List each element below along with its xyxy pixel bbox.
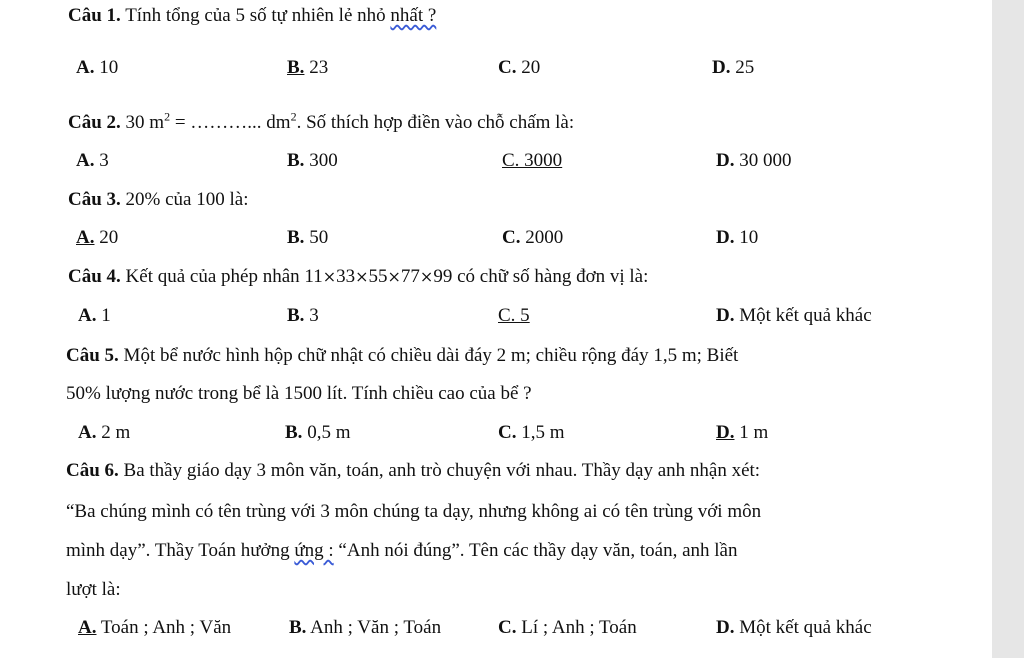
q2-option-b-letter: B. <box>287 150 305 171</box>
question-4-text-pre: Kết quả của phép nhân <box>120 266 305 287</box>
q3-option-b-letter: B. <box>287 227 305 248</box>
q3-option-b <box>287 227 328 249</box>
q3-option-a <box>76 227 118 249</box>
q5-option-b <box>285 422 350 444</box>
q4-option-d <box>716 305 872 327</box>
q6-option-a-text: Toán ; Anh ; Văn <box>96 617 232 638</box>
question-2-exponent-2: 2 <box>290 109 297 124</box>
question-5-line-2: 50% lượng nước trong bể là 1500 lít. Tính chiều cao của bể ? <box>66 383 532 404</box>
q1-option-a <box>76 57 118 79</box>
question-3 <box>68 189 248 211</box>
q6-option-d-letter: D. <box>716 617 735 638</box>
times-sign: × <box>387 267 401 286</box>
q5-option-a <box>78 422 130 444</box>
q6-option-d <box>716 617 872 639</box>
q5-option-b-text: 0,5 m <box>302 422 351 443</box>
q6-option-d-text: Một kết quả khác <box>734 617 872 638</box>
expr-factor: 99 <box>433 266 453 287</box>
expr-factor: 33 <box>336 266 356 287</box>
expr-factor: 11 <box>304 266 323 287</box>
q5-option-c-text: 1,5 m <box>516 422 565 443</box>
q1-option-c <box>498 57 540 79</box>
q1-option-a-letter: A. <box>76 57 95 78</box>
q3-option-c <box>502 227 563 249</box>
q3-option-a-letter: A. <box>76 227 95 248</box>
q1-option-b-text: 23 <box>304 57 329 78</box>
q6-option-c <box>498 617 637 639</box>
q1-option-d-text: 25 <box>730 57 755 78</box>
q4-option-a-letter: A. <box>78 305 97 326</box>
q5-option-a-text: 2 m <box>96 422 131 443</box>
scrollbar-gutter[interactable] <box>992 0 1024 658</box>
question-6-line-3 <box>66 540 737 562</box>
q1-option-b-letter: B. <box>287 57 305 78</box>
q1-option-d <box>712 57 754 79</box>
q5-option-d-text: 1 m <box>734 422 769 443</box>
q4-option-b-text: 3 <box>304 305 319 326</box>
q4-option-b-letter: B. <box>287 305 305 326</box>
q4-option-d-letter: D. <box>716 305 735 326</box>
q4-option-a <box>78 305 111 327</box>
question-2-exponent-1: 2 <box>164 109 171 124</box>
q3-option-d <box>716 227 758 249</box>
times-sign: × <box>419 267 434 286</box>
question-4-text-post: có chữ số hàng đơn vị là: <box>452 266 649 287</box>
question-2-text: . Số thích hợp điền vào chỗ chấm là: <box>296 112 575 133</box>
question-6-line-1: Ba thầy giáo dạy 3 môn văn, toán, anh trò chuyện với nhau. Thầy dạy anh nhận xét: <box>118 460 761 481</box>
expr-factor: 77 <box>400 266 420 287</box>
q6-option-b-letter: B. <box>289 617 307 638</box>
q4-option-a-text: 1 <box>96 305 111 326</box>
q5-option-d <box>716 422 768 444</box>
q2-option-d-text: 30 000 <box>734 150 792 171</box>
question-6-line-3-pre: mình dạy”. Thầy Toán hưởng <box>66 540 295 561</box>
question-4-expression <box>304 266 452 287</box>
q4-option-c: C. 5 <box>498 305 530 326</box>
q5-option-d-letter: D. <box>716 422 735 443</box>
q1-option-a-text: 10 <box>94 57 119 78</box>
question-3-label: Câu 3. <box>68 189 121 210</box>
q1-option-d-letter: D. <box>712 57 731 78</box>
question-2-blank: = ………... dm <box>170 112 291 133</box>
question-5 <box>66 345 738 367</box>
q2-option-c: C. 3000 <box>502 150 563 171</box>
question-1-label: Câu 1. <box>68 5 121 26</box>
q6-option-a <box>78 617 231 639</box>
q5-option-b-letter: B. <box>285 422 303 443</box>
q1-option-c-letter: C. <box>498 57 517 78</box>
question-6-line-2: “Ba chúng mình có tên trùng với 3 môn chúng ta dạy, nhưng không ai có tên trùng với môn <box>66 501 762 522</box>
q6-option-c-text: Lí ; Anh ; Toán <box>516 617 637 638</box>
question-6-label: Câu 6. <box>66 460 119 481</box>
question-4 <box>68 266 648 288</box>
q2-option-a-letter: A. <box>76 150 95 171</box>
q2-option-d-letter: D. <box>716 150 735 171</box>
q1-option-c-text: 20 <box>516 57 541 78</box>
q2-option-a-text: 3 <box>94 150 109 171</box>
q3-option-c-text: 2000 <box>520 227 564 248</box>
question-2-label: Câu 2. <box>68 112 121 133</box>
question-6-wavy-text: ứng : <box>294 540 334 561</box>
q6-option-b-text: Anh ; Văn ; Toán <box>306 617 442 638</box>
question-6-line-3-post: “Anh nói đúng”. Tên các thầy dạy văn, toán, anh lần <box>333 540 738 561</box>
q5-option-c <box>498 422 565 444</box>
q3-option-d-letter: D. <box>716 227 735 248</box>
question-4-label: Câu 4. <box>68 266 121 287</box>
q6-option-a-letter: A. <box>78 617 97 638</box>
question-6-line-4: lượt là: <box>66 579 121 600</box>
q5-option-a-letter: A. <box>78 422 97 443</box>
q2-option-b <box>287 150 338 172</box>
question-2-lhs: 30 m <box>120 112 165 133</box>
q3-option-a-text: 20 <box>94 227 119 248</box>
q2-option-b-text: 300 <box>304 150 338 171</box>
question-5-line-1: Một bể nước hình hộp chữ nhật có chiều dài đáy 2 m; chiều rộng đáy 1,5 m; Biết <box>118 345 739 366</box>
question-6 <box>66 460 760 482</box>
expr-factor: 55 <box>368 266 388 287</box>
question-5-label: Câu 5. <box>66 345 119 366</box>
question-1-wavy-text: nhất ? <box>390 5 437 26</box>
q3-option-b-text: 50 <box>304 227 329 248</box>
q6-option-b <box>289 617 441 639</box>
q6-option-c-letter: C. <box>498 617 517 638</box>
times-sign: × <box>322 267 337 286</box>
times-sign: × <box>355 267 369 286</box>
q1-option-b <box>287 57 328 79</box>
question-3-text: 20% của 100 là: <box>120 189 249 210</box>
q3-option-c-letter: C. <box>502 227 521 248</box>
question-1-text: Tính tổng của 5 số tự nhiên lẻ nhỏ <box>120 5 391 26</box>
q4-option-b <box>287 305 319 327</box>
q4-option-d-text: Một kết quả khác <box>734 305 872 326</box>
q5-option-c-letter: C. <box>498 422 517 443</box>
q2-option-d <box>716 150 791 172</box>
question-1 <box>68 5 436 27</box>
q2-option-a <box>76 150 109 172</box>
question-2 <box>68 109 575 134</box>
q3-option-d-text: 10 <box>734 227 759 248</box>
